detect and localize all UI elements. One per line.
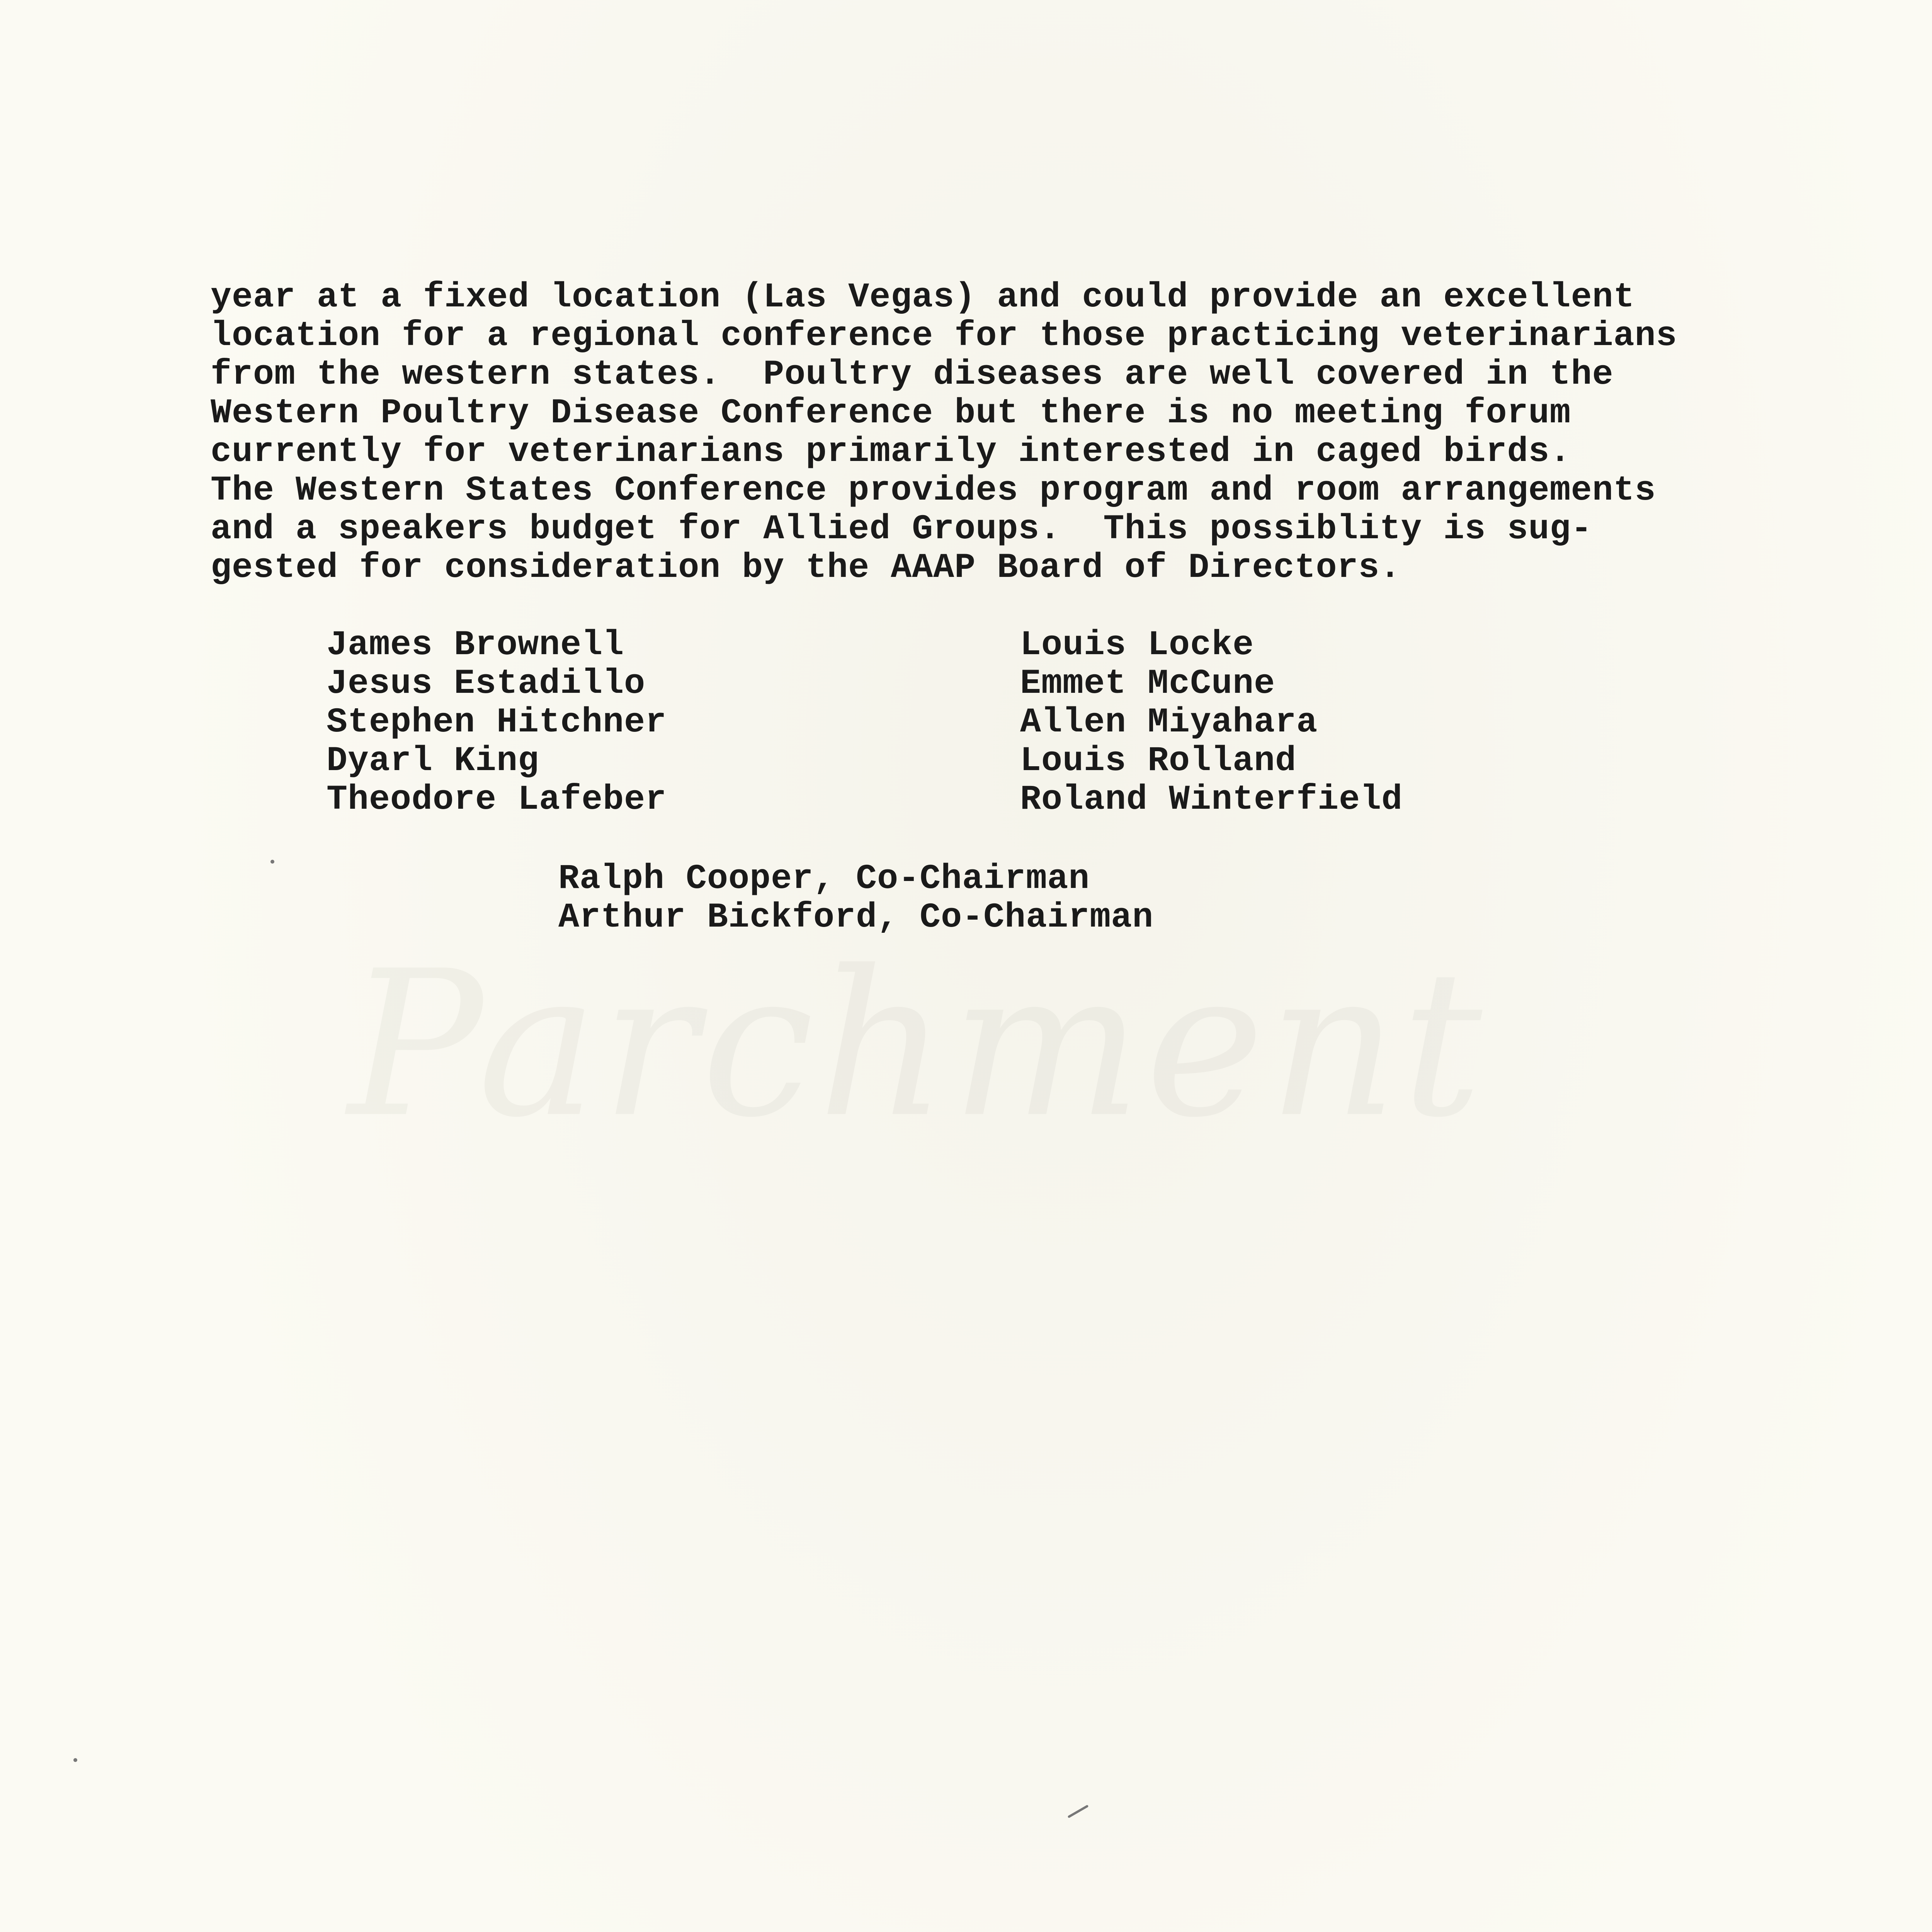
paragraph-line: location for a regional conference for those practicing veterinarians [211,316,1677,356]
paragraph-line: gested for consideration by the AAAP Board of Directors. [211,548,1401,588]
co-chairmen [558,860,1153,937]
paragraph-line: year at a fixed location (Las Vegas) and could provide an excellent [211,278,1635,317]
committee-members-right [1020,626,1403,819]
paragraph-line: and a speakers budget for Allied Groups. This possiblity is sug- [211,510,1592,549]
member-name: Allen Miyahara [1020,703,1318,742]
member-name: Louis Locke [1020,626,1254,665]
member-name: Jesus Estadillo [327,664,646,704]
member-name: Louis Rolland [1020,742,1297,781]
member-name: Emmet McCune [1020,664,1276,704]
member-name: James Brownell [327,626,624,665]
body-paragraph [211,278,1833,587]
paragraph-line: Western Poultry Disease Conference but there is no meeting forum [211,394,1571,433]
chair-name: Arthur Bickford, Co-Chairman [558,898,1154,937]
committee-members-left [327,626,667,819]
member-name: Stephen Hitchner [327,703,667,742]
parchment-watermark: Parchment [348,927,1486,1162]
paragraph-line: The Western States Conference provides program and room arrangements [211,471,1656,510]
member-name: Roland Winterfield [1020,780,1403,820]
member-name: Dyarl King [327,742,539,781]
member-name: Theodore Lafeber [327,780,667,820]
paper-speck [1068,1804,1089,1818]
paragraph-line: from the western states. Poultry diseases are well covered in the [211,355,1614,395]
paper-speck [73,1758,77,1762]
chair-name: Ralph Cooper, Co-Chairman [558,859,1090,899]
paragraph-line: currently for veterinarians primarily interested in caged birds. [211,432,1571,472]
paper-speck [270,860,274,864]
